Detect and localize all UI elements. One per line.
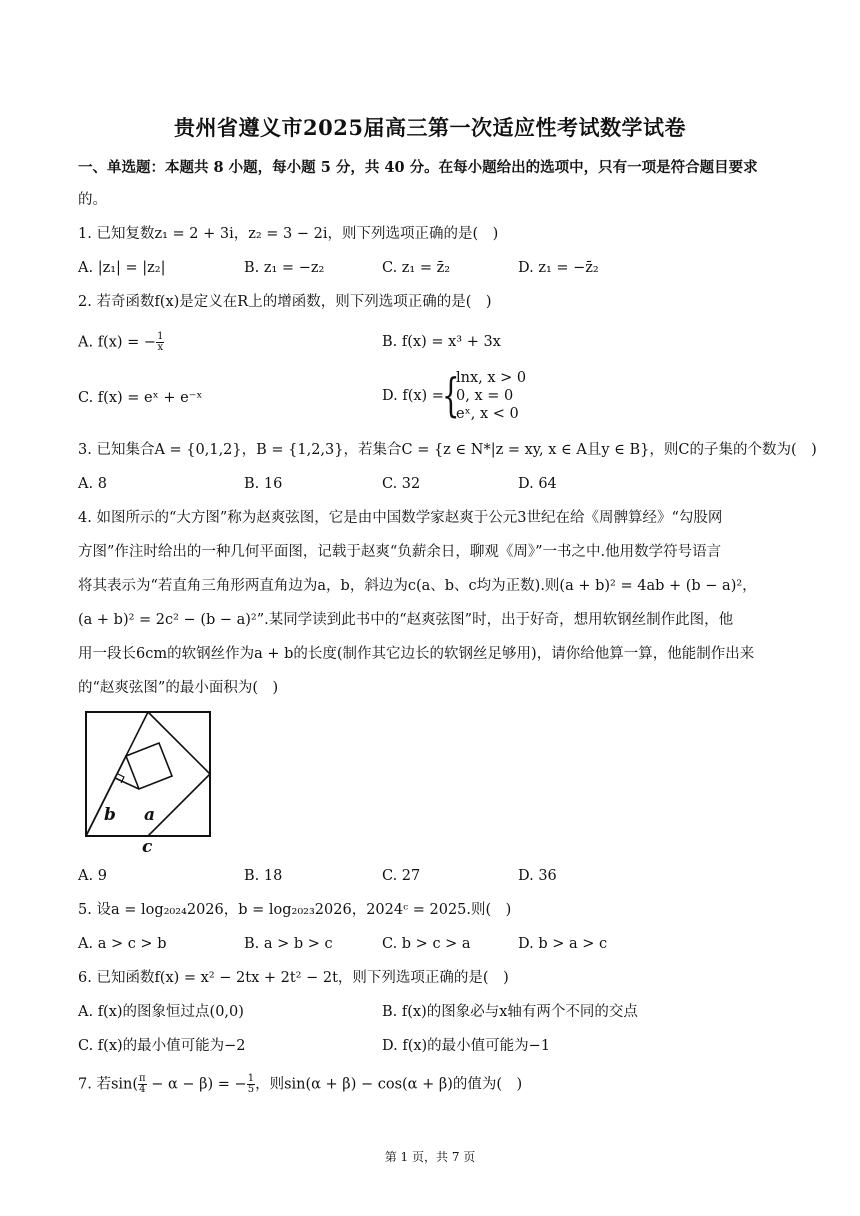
q4-line-3: 将其表示为“若直角三角形两直角边为a，b，斜边为c(a、b、c均为正数).则(a + b)² = 4ab + (b − a)²，	[78, 578, 757, 594]
q3-option-a: A. 8	[78, 476, 107, 492]
left-brace-icon: {	[442, 368, 460, 422]
page-footer: 第 1 页，共 7 页	[384, 1150, 476, 1164]
q2-stem: 2. 若奇函数f(x)是定义在R上的增函数，则下列选项正确的是( )	[78, 294, 492, 310]
label-c: c	[142, 837, 153, 854]
q1-option-c: C. z₁ = z̄₂	[382, 260, 451, 276]
q5-option-c: C. b > c > a	[382, 936, 471, 952]
fraction-numerator: π	[139, 1073, 146, 1084]
fraction-denominator: 4	[139, 1084, 146, 1095]
q7-fraction-1-5	[247, 1074, 255, 1095]
q2-option-b: B. f(x) = x³ + 3x	[382, 334, 501, 350]
case-2: 0, x = 0	[456, 388, 514, 404]
q5-stem: 5. 设a = log₂₀₂₄2026，b = log₂₀₂₃2026，2024ᶜ = 2025.则( )	[78, 902, 512, 918]
q6-option-a: A. f(x)的图象恒过点(0,0)	[78, 1004, 244, 1020]
q6-option-c: C. f(x)的最小值可能为−2	[78, 1038, 246, 1054]
q1-stem: 1. 已知复数z₁ = 2 + 3i，z₂ = 3 − 2i，则下列选项正确的是( )	[78, 226, 499, 242]
q5-option-d: D. b > a > c	[518, 936, 608, 952]
q3-stem: 3. 已知集合A = {0,1,2}，B = {1,2,3}，若集合C = {z ∈ N*|z = xy, x ∈ A且y ∈ B}，则C的子集的个数为( )	[78, 442, 817, 458]
q7-post: ，则sin(α + β) − cos(α + β)的值为( )	[255, 1076, 523, 1093]
q7-stem	[78, 1074, 522, 1095]
fraction-numerator: 1	[247, 1073, 255, 1084]
q2-option-a-fraction	[156, 332, 164, 353]
q7-mid: − α − β) = −	[146, 1076, 247, 1093]
inner-square	[126, 743, 172, 789]
q5-option-b: B. a > b > c	[244, 936, 333, 952]
label-a: a	[144, 805, 156, 825]
q2-option-a-prefix: A. f(x) = −	[78, 334, 157, 351]
q7-pre: 7. 若sin(	[78, 1076, 139, 1093]
q1-option-d: D. z₁ = −z̄₂	[518, 260, 599, 276]
zhao-shuang-diagram	[82, 708, 216, 858]
q2-option-d-label: D. f(x) =	[382, 388, 444, 404]
q4-option-d: D. 36	[518, 868, 557, 884]
label-b: b	[104, 805, 116, 825]
q6-option-d: D. f(x)的最小值可能为−1	[382, 1038, 551, 1054]
section-header: 一、单选题：本题共 8 小题，每小题 5 分，共 40 分。在每小题给出的选项中，只有一项是符合题目要求	[78, 159, 758, 176]
q4-option-c: C. 27	[382, 868, 421, 884]
q6-stem: 6. 已知函数f(x) = x² − 2tx + 2t² − 2t，则下列选项正确的是( )	[78, 970, 509, 986]
q4-line-5: 用一段长6cm的软钢丝作为a + b的长度(制作其它边长的软钢丝足够用)，请你给他算一算，他能制作出来	[78, 646, 755, 662]
q6-option-b: B. f(x)的图象必与x轴有两个不同的交点	[382, 1004, 638, 1020]
q5-option-a: A. a > c > b	[78, 936, 167, 952]
q4-line-2: 方图”作注时给出的一种几何平面图，记载于赵爽“负薪余日，聊观《周》”一书之中.他用数学符号语言	[78, 544, 722, 560]
q4-line-6: 的“赵爽弦图”的最小面积为( )	[78, 680, 279, 696]
q7-fraction-pi-4	[138, 1074, 147, 1095]
q1-option-a: A. |z₁| = |z₂|	[78, 260, 166, 276]
fraction-denominator: 5	[247, 1084, 255, 1095]
q2-option-a	[78, 332, 164, 353]
q2-option-c: C. f(x) = eˣ + e⁻ˣ	[78, 390, 203, 406]
zhao-shuang-diagram-svg	[82, 708, 216, 854]
q1-option-b: B. z₁ = −z₂	[244, 260, 325, 276]
q4-option-b: B. 18	[244, 868, 283, 884]
fraction-denominator: x	[157, 342, 164, 353]
q3-option-d: D. 64	[518, 476, 557, 492]
exam-title: 贵州省遵义市2025届高三第一次适应性考试数学试卷	[174, 115, 686, 140]
q4-option-a: A. 9	[78, 868, 107, 884]
q4-line-1: 4. 如图所示的“大方图”称为赵爽弦图，它是由中国数学家赵爽于公元3世纪在给《周髀算经》“勾股网	[78, 510, 723, 526]
q3-option-b: B. 16	[244, 476, 283, 492]
q4-line-4: (a + b)² = 2c² − (b − a)²”.某同学读到此书中的“赵爽弦图”时，出于好奇，想用软钢丝制作此图，他	[78, 612, 734, 628]
section-header-cont: 的。	[78, 192, 107, 208]
fraction-numerator: 1	[157, 331, 164, 342]
q3-option-c: C. 32	[382, 476, 421, 492]
case-1: lnx, x > 0	[456, 370, 527, 386]
piecewise-cases	[456, 369, 526, 423]
triangle-side-3	[148, 774, 210, 836]
case-3: eˣ, x < 0	[456, 406, 519, 422]
